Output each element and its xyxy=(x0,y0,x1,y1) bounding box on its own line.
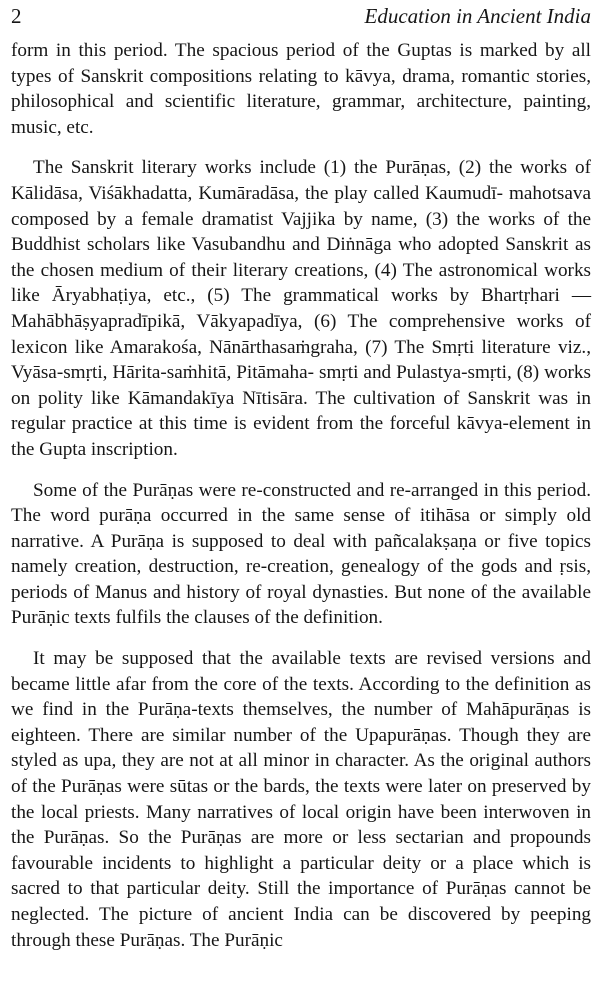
text-line: evident from the forceful kāvya-element in the Gupta inscription. xyxy=(11,413,592,460)
text-line: form in this period. The spacious period of the Guptas is marked by all xyxy=(11,40,591,61)
text-line: of Kālidāsa, Viśākhadatta, Kumāradāsa, the play called Kaumudī- xyxy=(11,157,591,204)
paragraph-4 xyxy=(11,646,591,953)
text-line: India can be discovered by peeping through these Purāṇas. The Purāṇic xyxy=(11,904,592,951)
text-line: Though they are styled as upa, they are not at all minor in character. xyxy=(11,724,591,772)
paragraph-1 xyxy=(11,38,591,140)
text-line: or less sectarian and propounds favourable incidents to highlight a xyxy=(11,827,591,874)
text-line: comprehensive works of lexicon like Amarakośa, Nānārthasaṁgraha, xyxy=(11,310,592,358)
running-title: Education in Ancient India xyxy=(364,4,591,28)
text-line: painting, music, etc. xyxy=(11,91,592,138)
paragraph-2 xyxy=(11,155,591,462)
text-line: The cultivation of Sanskrit was in regular practice at this time is xyxy=(11,387,591,435)
text-line: Mahāpurāṇas is eighteen. There are similar number of the Upapurāṇas. xyxy=(11,699,592,746)
text-line: (7) The Smṛti literature viz., Vyāsa-smṛti, Hārita-saṁhitā, Pitāmaha- xyxy=(11,336,591,384)
text-line: particular deity or a place which is sacred to that particular deity. Still xyxy=(11,852,592,900)
text-line: smṛti and Pulastya-smṛti, (8) works on polity like Kāmandakīya Nītisāra. xyxy=(11,362,591,409)
text-line: definition as we find in the Purāṇa-texts themselves, the number of xyxy=(11,673,591,721)
text-line: stories, philosophical and scientific literature, grammar, architecture, xyxy=(11,65,591,113)
text-line: works of the Buddhist scholars like Vasubandhu and Diṅnāga who xyxy=(11,208,592,256)
page-header xyxy=(11,4,591,38)
text-line: As the original authors of the Purāṇas were sūtas or the bards, the texts xyxy=(11,750,591,798)
text-line: The Sanskrit literary works include (1) the Purāṇas, (2) the works xyxy=(33,157,568,179)
text-line: period. The word purāṇa occurred in the same sense of itihāsa or simply xyxy=(11,479,591,527)
text-line: the importance of Purāṇas cannot be neglected. The picture of ancient xyxy=(11,878,592,925)
text-line: topics namely creation, destruction, re-creation, genealogy of the gods xyxy=(11,530,592,578)
body-text xyxy=(11,38,591,953)
text-line: It may be supposed that the available texts are revised versions xyxy=(33,648,555,670)
text-line: old narrative. A Purāṇa is supposed to deal with pañcalakṣaṇa or five xyxy=(11,505,591,552)
text-line: The astronomical works like Āryabhaṭiya, etc., (5) The grammatical xyxy=(11,259,592,307)
text-line: and ṛsis, periods of Manus and history of royal dynasties. But none of xyxy=(11,556,592,603)
text-line: and became little afar from the core of the texts. According to the xyxy=(11,648,592,695)
text-line: types of Sanskrit compositions relating to kāvya, drama, romantic xyxy=(11,65,530,87)
text-line: the available Purāṇic texts fulfils the clauses of the definition. xyxy=(11,581,591,629)
text-line: origin have been interwoven in the Purāṇas. So the Purāṇas are more xyxy=(11,801,592,849)
text-line: were later on preserved by the local priests. Many narratives of local xyxy=(11,776,591,823)
text-line: mahotsava composed by a female dramatist Vajjika by name, (3) the xyxy=(11,182,591,230)
paragraph-3 xyxy=(11,478,591,632)
text-line: adopted Sanskrit as the chosen medium of their literary creations, (4) xyxy=(11,234,591,281)
page-number: 2 xyxy=(11,4,22,28)
text-line: Some of the Purāṇas were re-constructed and re-arranged in this xyxy=(33,479,532,501)
text-line: works by Bhartṛhari — Mahābhāṣyapradīpikā, Vākyapadīya, (6) The xyxy=(11,285,592,332)
